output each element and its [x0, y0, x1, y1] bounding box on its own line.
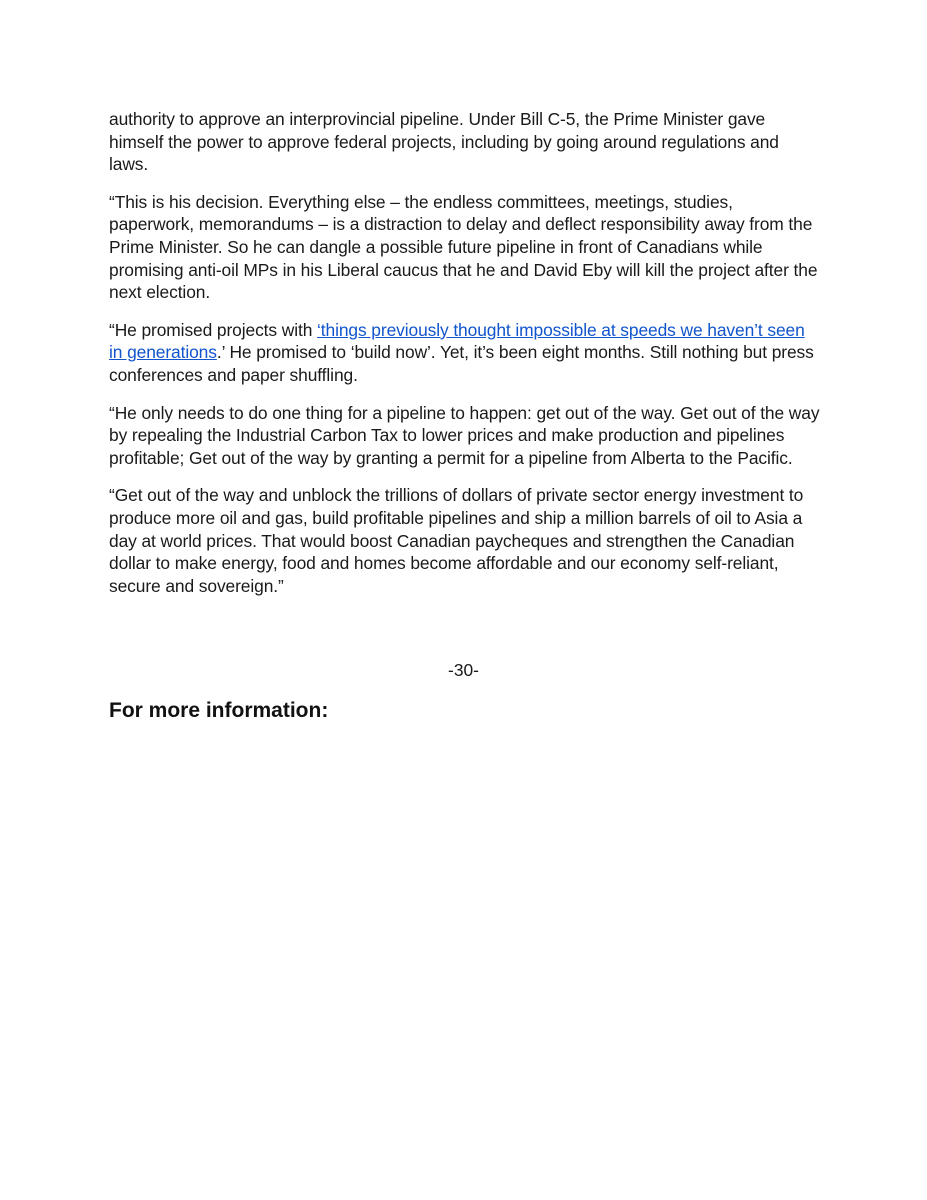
- paragraph-promised-projects: [109, 319, 821, 387]
- document-body: [109, 108, 821, 612]
- end-of-release-mark: -30-: [448, 660, 479, 680]
- paragraph-authority: authority to approve an interprovincial pipeline. Under Bill C-5, the Prime Minister gave himself the power to approve federal projects, including by going around regulations and laws.: [109, 109, 779, 175]
- more-information-heading: For more information:: [109, 699, 329, 722]
- paragraph-promised-projects-tail: .’ He promised to ‘build now’. Yet, it’s been eight months. Still nothing but press conferences and paper shuffling.: [109, 342, 814, 385]
- paragraph-unblock-investment: “Get out of the way and unblock the trillions of dollars of private sector energy investment to produce more oil and gas, build profitable pipelines and ship a million barrels of oil to Asia a day at world prices. That would boost Canadian paycheques and strengthen the Canadian dollar to make energy, food and homes become affordable and our economy self-reliant, secure and sovereign.”: [109, 485, 804, 596]
- generations-quote-link[interactable]: ‘things previously thought impossible at speeds we haven’t seen in generations: [109, 319, 805, 363]
- paragraph-promised-projects-lead: “He promised projects with: [109, 319, 317, 340]
- paragraph-get-out-of-the-way: “He only needs to do one thing for a pipeline to happen: get out of the way. Get out of the way by repealing the Industrial Carbon Tax to lower prices and make production and pipelines profitable; Get out of the way by granting a permit for a pipeline from Alberta to the Pacific.: [109, 402, 820, 468]
- paragraph-decision-quote: “This is his decision. Everything else – the endless committees, meetings, studies, paperwork, memorandums – is a distraction to delay and deflect responsibility away from the Prime Minister. So he can dangle a possible future pipeline in front of Canadians while promising anti-oil MPs in his Liberal caucus that he and David Eby will kill the project after the next election.: [109, 191, 818, 303]
